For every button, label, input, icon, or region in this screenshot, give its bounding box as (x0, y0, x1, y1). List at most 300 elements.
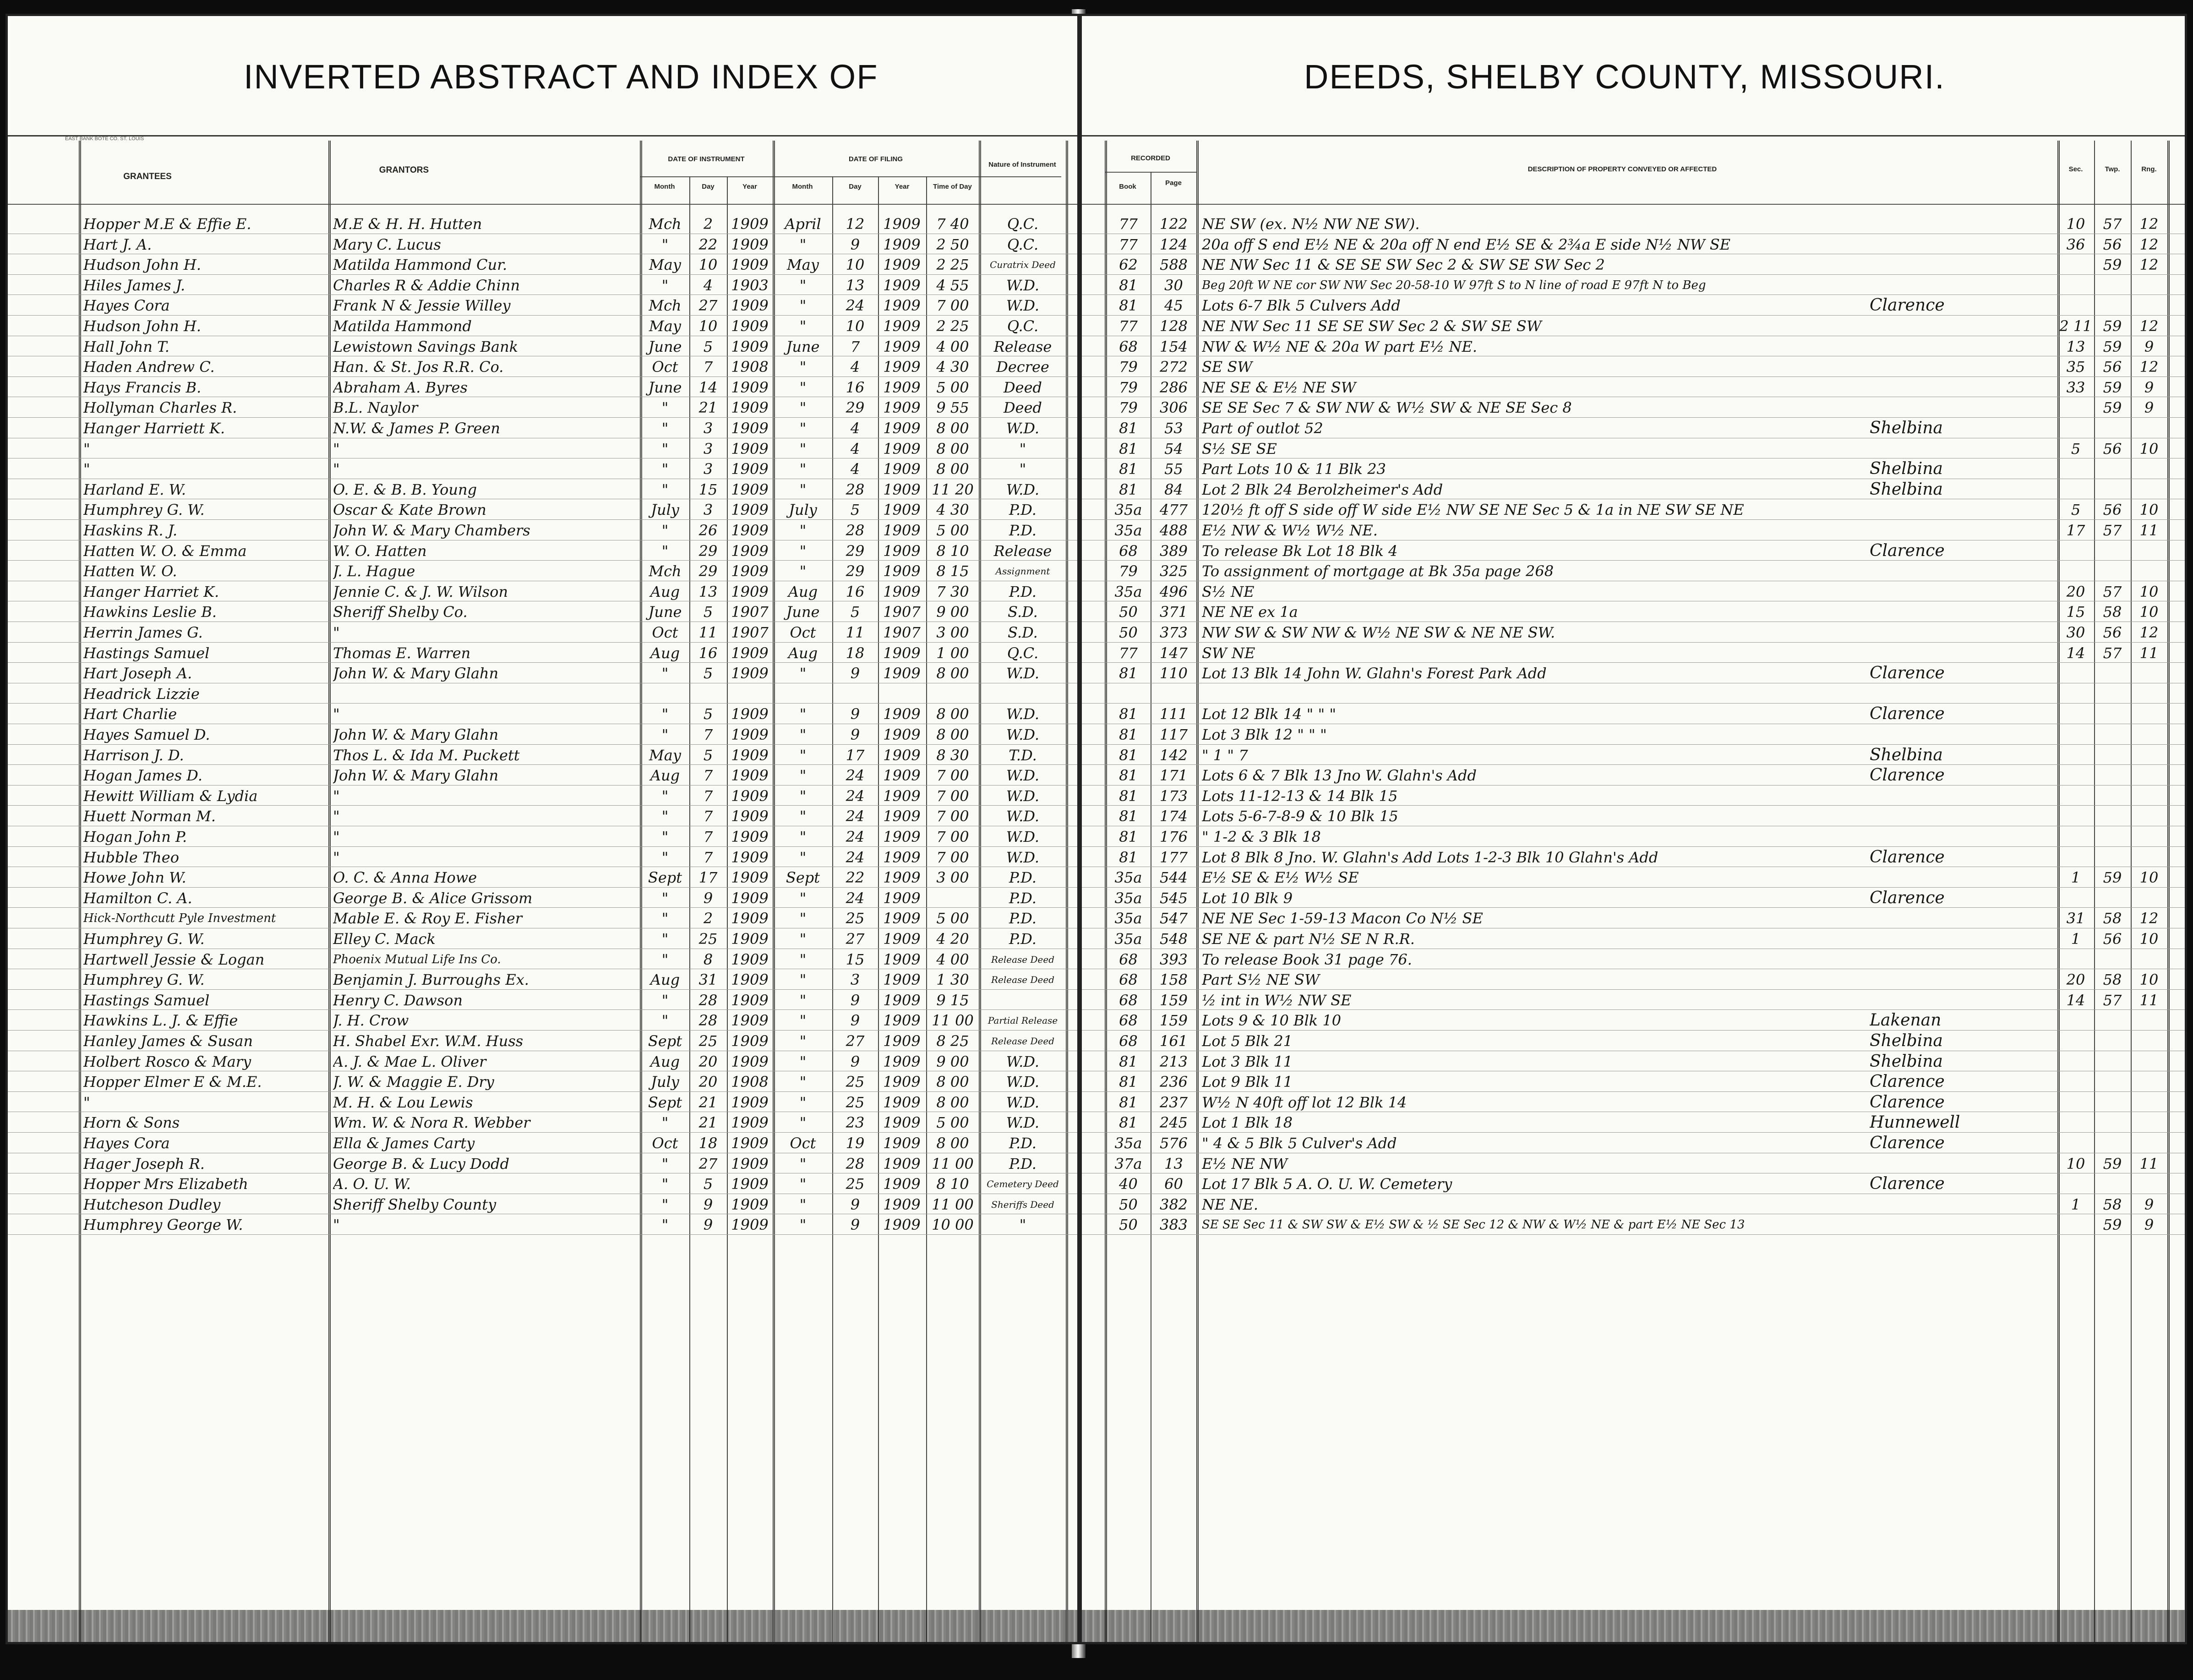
grantee-cell: Howe John W. (83, 869, 186, 887)
twp-cell: 56 (2103, 930, 2122, 948)
instrument-month-cell: " (661, 1175, 669, 1193)
filing-year-cell: 1909 (883, 501, 921, 519)
grantee-cell: Haden Andrew C. (83, 358, 215, 376)
ledger-row (1082, 1113, 2185, 1133)
town-name-cell (1870, 1195, 2053, 1215)
instrument-year-cell: 1907 (731, 603, 769, 621)
grantee-cell: Hawkins L. J. & Effie (83, 1012, 238, 1030)
book-cell: 35a (1114, 522, 1142, 539)
instrument-month-cell: Oct (652, 1135, 678, 1152)
description-cell: Lots 6-7 Blk 5 Culvers Add (1202, 297, 1401, 315)
instrument-day-cell: 28 (698, 991, 718, 1009)
file-year-header: Year (895, 183, 910, 191)
rng-cell: 10 (2139, 583, 2159, 600)
sec-cell (2058, 1174, 2093, 1194)
instrument-month-cell: " (661, 889, 669, 907)
description-cell: E½ NW & W½ W½ NE. (1202, 522, 1378, 539)
description-cell: S½ SE SE (1202, 440, 1277, 458)
instrument-year-cell: 1909 (731, 235, 769, 253)
ledger-row (1082, 275, 2185, 295)
description-cell: ½ int in W½ NW SE (1202, 991, 1352, 1009)
inst-month-header: Month (654, 183, 675, 191)
instrument-day-cell: 29 (698, 562, 718, 580)
ledger-row (8, 459, 1077, 479)
time-of-day-cell: 4 20 (936, 930, 969, 948)
instrument-day-cell: 9 (703, 889, 713, 907)
book-cell: 50 (1119, 1195, 1138, 1213)
instrument-month-cell: " (661, 1012, 669, 1030)
ledger-row (1082, 745, 2185, 765)
rng-cell: 9 (2144, 399, 2154, 417)
filing-day-cell: 25 (846, 1093, 865, 1111)
ledger-row (1082, 827, 2185, 847)
instrument-year-cell: 1909 (731, 971, 769, 989)
grantee-cell: Hastings Samuel (83, 644, 210, 662)
instrument-month-cell: " (661, 787, 669, 805)
right-page (1080, 14, 2187, 1644)
time-of-day-cell: 8 00 (936, 1073, 969, 1091)
grantor-cell: George B. & Lucy Dodd (333, 1155, 510, 1173)
instrument-year-cell: 1909 (731, 1012, 769, 1030)
instrument-month-cell: " (661, 1155, 669, 1173)
description-cell: Lot 3 Blk 11 (1202, 1053, 1293, 1070)
sec-cell (2058, 663, 2093, 683)
page-cell: 128 (1159, 317, 1188, 335)
book-cell: 81 (1119, 276, 1138, 294)
page-cell: 174 (1159, 807, 1188, 825)
instrument-month-cell: " (661, 950, 669, 968)
rng-cell: 10 (2139, 971, 2159, 989)
ledger-row (8, 275, 1077, 295)
time-of-day-cell: 4 30 (936, 358, 969, 376)
twp-cell (2095, 806, 2130, 826)
description-cell: NE SE & E½ NE SW (1202, 378, 1356, 396)
rng-cell (2132, 806, 2166, 826)
sec-cell: 1 (2071, 930, 2081, 948)
filing-day-cell: 27 (846, 1032, 865, 1050)
book-cell: 79 (1119, 378, 1138, 396)
twp-cell: 59 (2103, 378, 2122, 396)
filing-month-cell: " (799, 460, 807, 478)
instrument-month-cell (642, 684, 688, 704)
instrument-day-cell: 7 (703, 787, 713, 805)
book-cell: 81 (1119, 665, 1138, 682)
ledger-row (8, 1052, 1077, 1072)
rng-cell: 10 (2139, 603, 2159, 621)
twp-cell (2095, 295, 2130, 316)
page-cell: 117 (1159, 726, 1188, 743)
instrument-month-cell: July (651, 501, 679, 519)
grantor-cell: J. W. & Maggie E. Dry (333, 1073, 494, 1091)
description-cell: Lot 9 Blk 11 (1202, 1073, 1293, 1091)
header-rule (1082, 135, 2185, 136)
nature-cell: Decree (996, 358, 1049, 376)
filing-year-cell: 1909 (883, 889, 921, 907)
rng-cell (2132, 1072, 2166, 1092)
grantee-cell: Hubble Theo (83, 848, 179, 866)
twp-cell (2095, 1072, 2130, 1092)
nature-cell: W.D. (1006, 480, 1040, 498)
time-of-day-cell: 3 00 (936, 869, 969, 887)
time-of-day-cell: 8 10 (936, 1175, 969, 1193)
instrument-day-cell: 31 (698, 971, 718, 989)
instrument-year-cell: 1909 (731, 583, 769, 600)
filing-day-cell: 9 (850, 991, 860, 1009)
instrument-year-cell: 1909 (731, 1155, 769, 1173)
page-cell: 110 (1159, 665, 1188, 682)
instrument-year-cell: 1909 (731, 910, 769, 927)
ledger-row (1082, 908, 2185, 928)
instrument-day-cell: 21 (698, 1093, 718, 1111)
filing-month-cell: " (799, 1012, 807, 1030)
instrument-year-cell: 1909 (731, 522, 769, 539)
filing-month-cell: " (799, 1032, 807, 1050)
printer-mark: EAST BANK BOTE CO. ST. LOUIS (65, 136, 144, 142)
left-page-title: INVERTED ABSTRACT AND INDEX OF (244, 58, 878, 96)
town-name-cell (1870, 970, 2053, 990)
filing-month-cell: " (799, 542, 807, 560)
rng-cell (2132, 418, 2166, 438)
instrument-month-cell: " (661, 480, 669, 498)
description-cell: " 4 & 5 Blk 5 Culver's Add (1202, 1135, 1397, 1152)
town-name-cell (1870, 439, 2053, 459)
time-of-day-cell: 8 00 (936, 665, 969, 682)
instrument-year-cell: 1909 (731, 705, 769, 723)
page-cell: 177 (1159, 848, 1188, 866)
town-name-cell (1870, 582, 2053, 602)
instrument-month-cell: " (661, 1114, 669, 1132)
page-cell: 147 (1159, 644, 1188, 662)
instrument-month-cell: " (661, 542, 669, 560)
filing-day-cell: 9 (850, 726, 860, 743)
town-name-cell: Shelbina (1870, 1031, 1943, 1050)
town-name-cell: Clarence (1870, 766, 1945, 785)
time-of-day-cell: 7 40 (936, 215, 969, 233)
instrument-month-cell: May (649, 746, 681, 764)
instrument-year-cell: 1909 (731, 665, 769, 682)
grantor-cell: " (333, 1216, 340, 1234)
ledger-row (1082, 684, 2185, 704)
twp-cell (2095, 949, 2130, 970)
ledger-row (1082, 480, 2185, 500)
filing-year-cell: 1909 (883, 358, 921, 376)
town-name-cell (1870, 357, 2053, 377)
book-cell: 50 (1119, 1216, 1138, 1234)
filing-day-cell: 28 (846, 1155, 865, 1173)
instrument-day-cell: 29 (698, 542, 718, 560)
filing-year-cell: 1909 (883, 1032, 921, 1050)
twp-cell (2095, 1010, 2130, 1031)
grantee-cell: Hopper Elmer E & M.E. (83, 1073, 262, 1091)
time-of-day-cell: 7 00 (936, 787, 969, 805)
page-cell: 544 (1159, 869, 1188, 887)
grantor-cell: O. C. & Anna Howe (333, 869, 477, 887)
book-cell: 68 (1119, 991, 1138, 1009)
town-name-cell: Clarence (1870, 847, 1945, 867)
instrument-month-cell: " (661, 420, 669, 437)
instrument-month-cell: Aug (650, 767, 680, 785)
description-cell: SE NE & part N½ SE N R.R. (1202, 930, 1415, 948)
time-of-day-cell: 8 15 (936, 562, 969, 580)
grantee-cell: " (83, 460, 90, 478)
nature-cell: W.D. (1006, 1114, 1040, 1132)
grantor-cell: M. H. & Lou Lewis (333, 1093, 473, 1111)
description-cell: 120½ ft off S side off W side E½ NW SE NE Sec 5 & 1a in NE SW SE NE (1202, 501, 1744, 519)
ledger-row (1082, 806, 2185, 826)
sec-cell (2058, 765, 2093, 785)
rng-cell (2132, 786, 2166, 806)
grantee-cell: Hudson John H. (83, 256, 202, 274)
ledger-row (8, 1113, 1077, 1133)
grantor-cell: Henry C. Dawson (333, 991, 463, 1009)
ledger-row (1082, 765, 2185, 785)
ledger-row (1082, 377, 2185, 398)
book-cell: 37a (1114, 1155, 1142, 1173)
twp-cell: 56 (2103, 235, 2122, 253)
description-cell: Lots 9 & 10 Blk 10 (1202, 1012, 1342, 1030)
grantor-cell: " (333, 705, 340, 723)
filing-day-cell: 16 (846, 378, 865, 396)
filing-year-cell: 1909 (883, 1135, 921, 1152)
sec-cell: 30 (2066, 624, 2085, 641)
ledger-row (8, 643, 1077, 663)
town-name-cell: Shelbina (1870, 745, 1943, 764)
page-cell: 161 (1159, 1032, 1188, 1050)
grantor-cell: Frank N & Jessie Willey (333, 297, 511, 315)
grantee-cell: Headrick Lizzie (83, 685, 200, 703)
instrument-day-cell: 5 (703, 746, 713, 764)
filing-month-cell: " (799, 726, 807, 743)
instrument-month-cell: June (648, 378, 682, 396)
filing-month-cell: " (799, 930, 807, 948)
description-cell: " 1-2 & 3 Blk 18 (1202, 828, 1321, 845)
page-cell: 30 (1164, 276, 1183, 294)
grantee-cell: Hutcheson Dudley (83, 1195, 221, 1213)
twp-cell (2095, 663, 2130, 683)
filing-month-cell: Sept (786, 869, 820, 887)
filing-year-cell: 1909 (883, 522, 921, 539)
town-name-cell (1870, 275, 2053, 295)
filing-day-cell: 28 (846, 522, 865, 539)
book-cell: 68 (1119, 542, 1138, 560)
sec-cell (2058, 295, 2093, 316)
book-cell: 81 (1119, 767, 1138, 785)
twp-cell (2095, 275, 2130, 295)
instrument-month-cell: Sept (648, 869, 682, 887)
description-cell: Lot 17 Blk 5 A. O. U. W. Cemetery (1202, 1175, 1452, 1193)
grantee-cell: Humphrey G. W. (83, 930, 205, 948)
page-cell: 159 (1159, 991, 1188, 1009)
grantor-cell: Mable E. & Roy E. Fisher (333, 910, 523, 927)
description-cell: Lots 5-6-7-8-9 & 10 Blk 15 (1202, 807, 1398, 825)
nature-cell: Sheriffs Deed (991, 1199, 1054, 1210)
description-cell: S½ NE (1202, 583, 1255, 600)
sec-cell (2058, 1113, 2093, 1133)
filing-day-cell: 24 (846, 787, 865, 805)
filing-day-cell: 12 (846, 215, 865, 233)
filing-day-cell: 11 (846, 624, 865, 641)
twp-cell: 58 (2103, 971, 2122, 989)
filing-month-cell: " (799, 562, 807, 580)
filing-month-cell (775, 684, 831, 704)
grantee-cell: Hogan James D. (83, 767, 202, 785)
filing-month-cell: " (799, 828, 807, 845)
page-cell: 158 (1159, 971, 1188, 989)
sec-cell (2058, 847, 2093, 867)
grantee-cell: Horn & Sons (83, 1114, 180, 1132)
book-cell: 50 (1119, 603, 1138, 621)
town-name-cell (1870, 990, 2053, 1010)
nature-cell: P.D. (1009, 1155, 1036, 1173)
grantor-cell: John W. & Mary Chambers (333, 522, 530, 539)
twp-cell: 58 (2103, 1195, 2122, 1213)
twp-cell (2095, 541, 2130, 561)
grantee-cell: Haskins R. J. (83, 522, 178, 539)
nature-cell: Q.C. (1007, 215, 1039, 233)
file-month-header: Month (792, 183, 813, 191)
page-cell: 389 (1159, 542, 1188, 560)
sec-cell (2058, 255, 2093, 275)
filing-day-cell: 24 (846, 807, 865, 825)
instrument-year-cell: 1908 (731, 358, 769, 376)
ledger-row (1082, 1154, 2185, 1174)
page-cell: 548 (1159, 930, 1188, 948)
nature-cell: W.D. (1006, 1053, 1040, 1070)
time-of-day-cell: 4 00 (936, 338, 969, 355)
page-cell: 371 (1159, 603, 1188, 621)
instrument-day-cell: 21 (698, 399, 718, 417)
instrument-day-cell: 5 (703, 603, 713, 621)
filing-day-cell: 7 (850, 338, 860, 355)
grantor-cell: " (333, 624, 340, 641)
time-of-day-cell: 8 00 (936, 440, 969, 458)
book-cell: 81 (1119, 420, 1138, 437)
ledger-row (8, 418, 1077, 438)
rng-cell: 10 (2139, 930, 2159, 948)
page-cell: 272 (1159, 358, 1188, 376)
town-name-cell (1870, 949, 2053, 970)
filing-year-cell: 1909 (883, 542, 921, 560)
grantee-cell: Hayes Cora (83, 1135, 170, 1152)
grantee-cell: " (83, 440, 90, 458)
filing-month-cell: " (799, 971, 807, 989)
ledger-row (1082, 357, 2185, 377)
grantee-cell: Hanger Harriett K. (83, 420, 225, 437)
instrument-month-cell: " (661, 522, 669, 539)
rng-cell (2132, 745, 2166, 765)
instrument-month-cell: " (661, 848, 669, 866)
ledger-row (8, 214, 1077, 234)
instrument-year-cell: 1909 (731, 1053, 769, 1070)
instrument-year-cell: 1909 (731, 1216, 769, 1234)
page-cell: 306 (1159, 399, 1188, 417)
time-of-day-cell: 5 00 (936, 1114, 969, 1132)
filing-day-cell: 9 (850, 1053, 860, 1070)
description-cell: To release Book 31 page 76. (1202, 950, 1412, 968)
rng-cell: 11 (2139, 522, 2159, 539)
ledger-row (1082, 1072, 2185, 1092)
book-cell: 68 (1119, 338, 1138, 355)
ledger-row (8, 316, 1077, 336)
instrument-month-cell: May (649, 256, 681, 274)
instrument-year-cell: 1909 (731, 1093, 769, 1111)
page-cell: 382 (1159, 1195, 1188, 1213)
filing-year-cell: 1909 (883, 460, 921, 478)
instrument-day-cell: 7 (703, 726, 713, 743)
instrument-year-cell: 1909 (731, 297, 769, 315)
column-header-bottom-rule (8, 204, 1077, 205)
time-of-day-cell: 7 00 (936, 848, 969, 866)
filing-month-cell: Oct (790, 624, 816, 641)
filing-year-cell: 1909 (883, 215, 921, 233)
rng-cell (2132, 704, 2166, 724)
instrument-year-cell: 1908 (731, 1073, 769, 1091)
sec-cell: 33 (2066, 378, 2085, 396)
sec-cell: 5 (2071, 501, 2081, 519)
time-of-day-cell: 9 15 (936, 991, 969, 1009)
sec-cell (2058, 1010, 2093, 1031)
grantor-cell: " (333, 848, 340, 866)
page-cell: 159 (1159, 1012, 1188, 1030)
grantee-cell: Hart Charlie (83, 705, 177, 723)
ledger-row (8, 1010, 1077, 1031)
filing-day-cell: 24 (846, 848, 865, 866)
town-name-cell (1870, 929, 2053, 949)
filing-day-cell: 4 (850, 420, 860, 437)
time-of-day-cell: 8 00 (936, 726, 969, 743)
book-cell: 68 (1119, 971, 1138, 989)
page-cell: 237 (1159, 1093, 1188, 1111)
town-name-cell (1870, 908, 2053, 928)
filing-year-cell: 1909 (883, 1216, 921, 1234)
page-cell: 547 (1159, 910, 1188, 927)
grantor-cell: A. O. U. W. (333, 1175, 411, 1193)
filing-month-cell: July (789, 501, 817, 519)
time-of-day-cell: 4 30 (936, 501, 969, 519)
time-of-day-cell: 7 30 (936, 583, 969, 600)
instrument-month-cell: Aug (650, 583, 680, 600)
ledger-row (1082, 786, 2185, 806)
town-name-cell (1870, 235, 2053, 255)
page-cell: 53 (1164, 420, 1183, 437)
rng-cell: 12 (2139, 910, 2159, 927)
town-name-cell (1870, 520, 2053, 540)
time-of-day-cell: 8 00 (936, 420, 969, 437)
ledger-row (8, 235, 1077, 255)
filing-month-cell: " (799, 665, 807, 682)
sec-cell: 20 (2066, 583, 2085, 600)
sec-cell (2058, 1133, 2093, 1153)
instrument-month-cell: Sept (648, 1032, 682, 1050)
ledger-row (1082, 949, 2185, 970)
instrument-month-cell: " (661, 807, 669, 825)
filing-day-cell: 24 (846, 297, 865, 315)
grantee-cell: Hudson John H. (83, 317, 202, 335)
instrument-year-cell: 1909 (731, 767, 769, 785)
filing-year-cell: 1909 (883, 971, 921, 989)
twp-cell: 56 (2103, 501, 2122, 519)
rng-cell: 12 (2139, 624, 2159, 641)
grantee-cell: Hollyman Charles R. (83, 399, 237, 417)
nature-cell: P.D. (1009, 501, 1036, 519)
twp-cell: 58 (2103, 603, 2122, 621)
instrument-year-cell: 1909 (731, 420, 769, 437)
grantor-cell: Abraham A. Byres (333, 378, 468, 396)
twp-cell: 57 (2103, 215, 2122, 233)
instrument-day-cell: 25 (698, 930, 718, 948)
twp-cell (2095, 1133, 2130, 1153)
filing-year-cell: 1909 (883, 480, 921, 498)
